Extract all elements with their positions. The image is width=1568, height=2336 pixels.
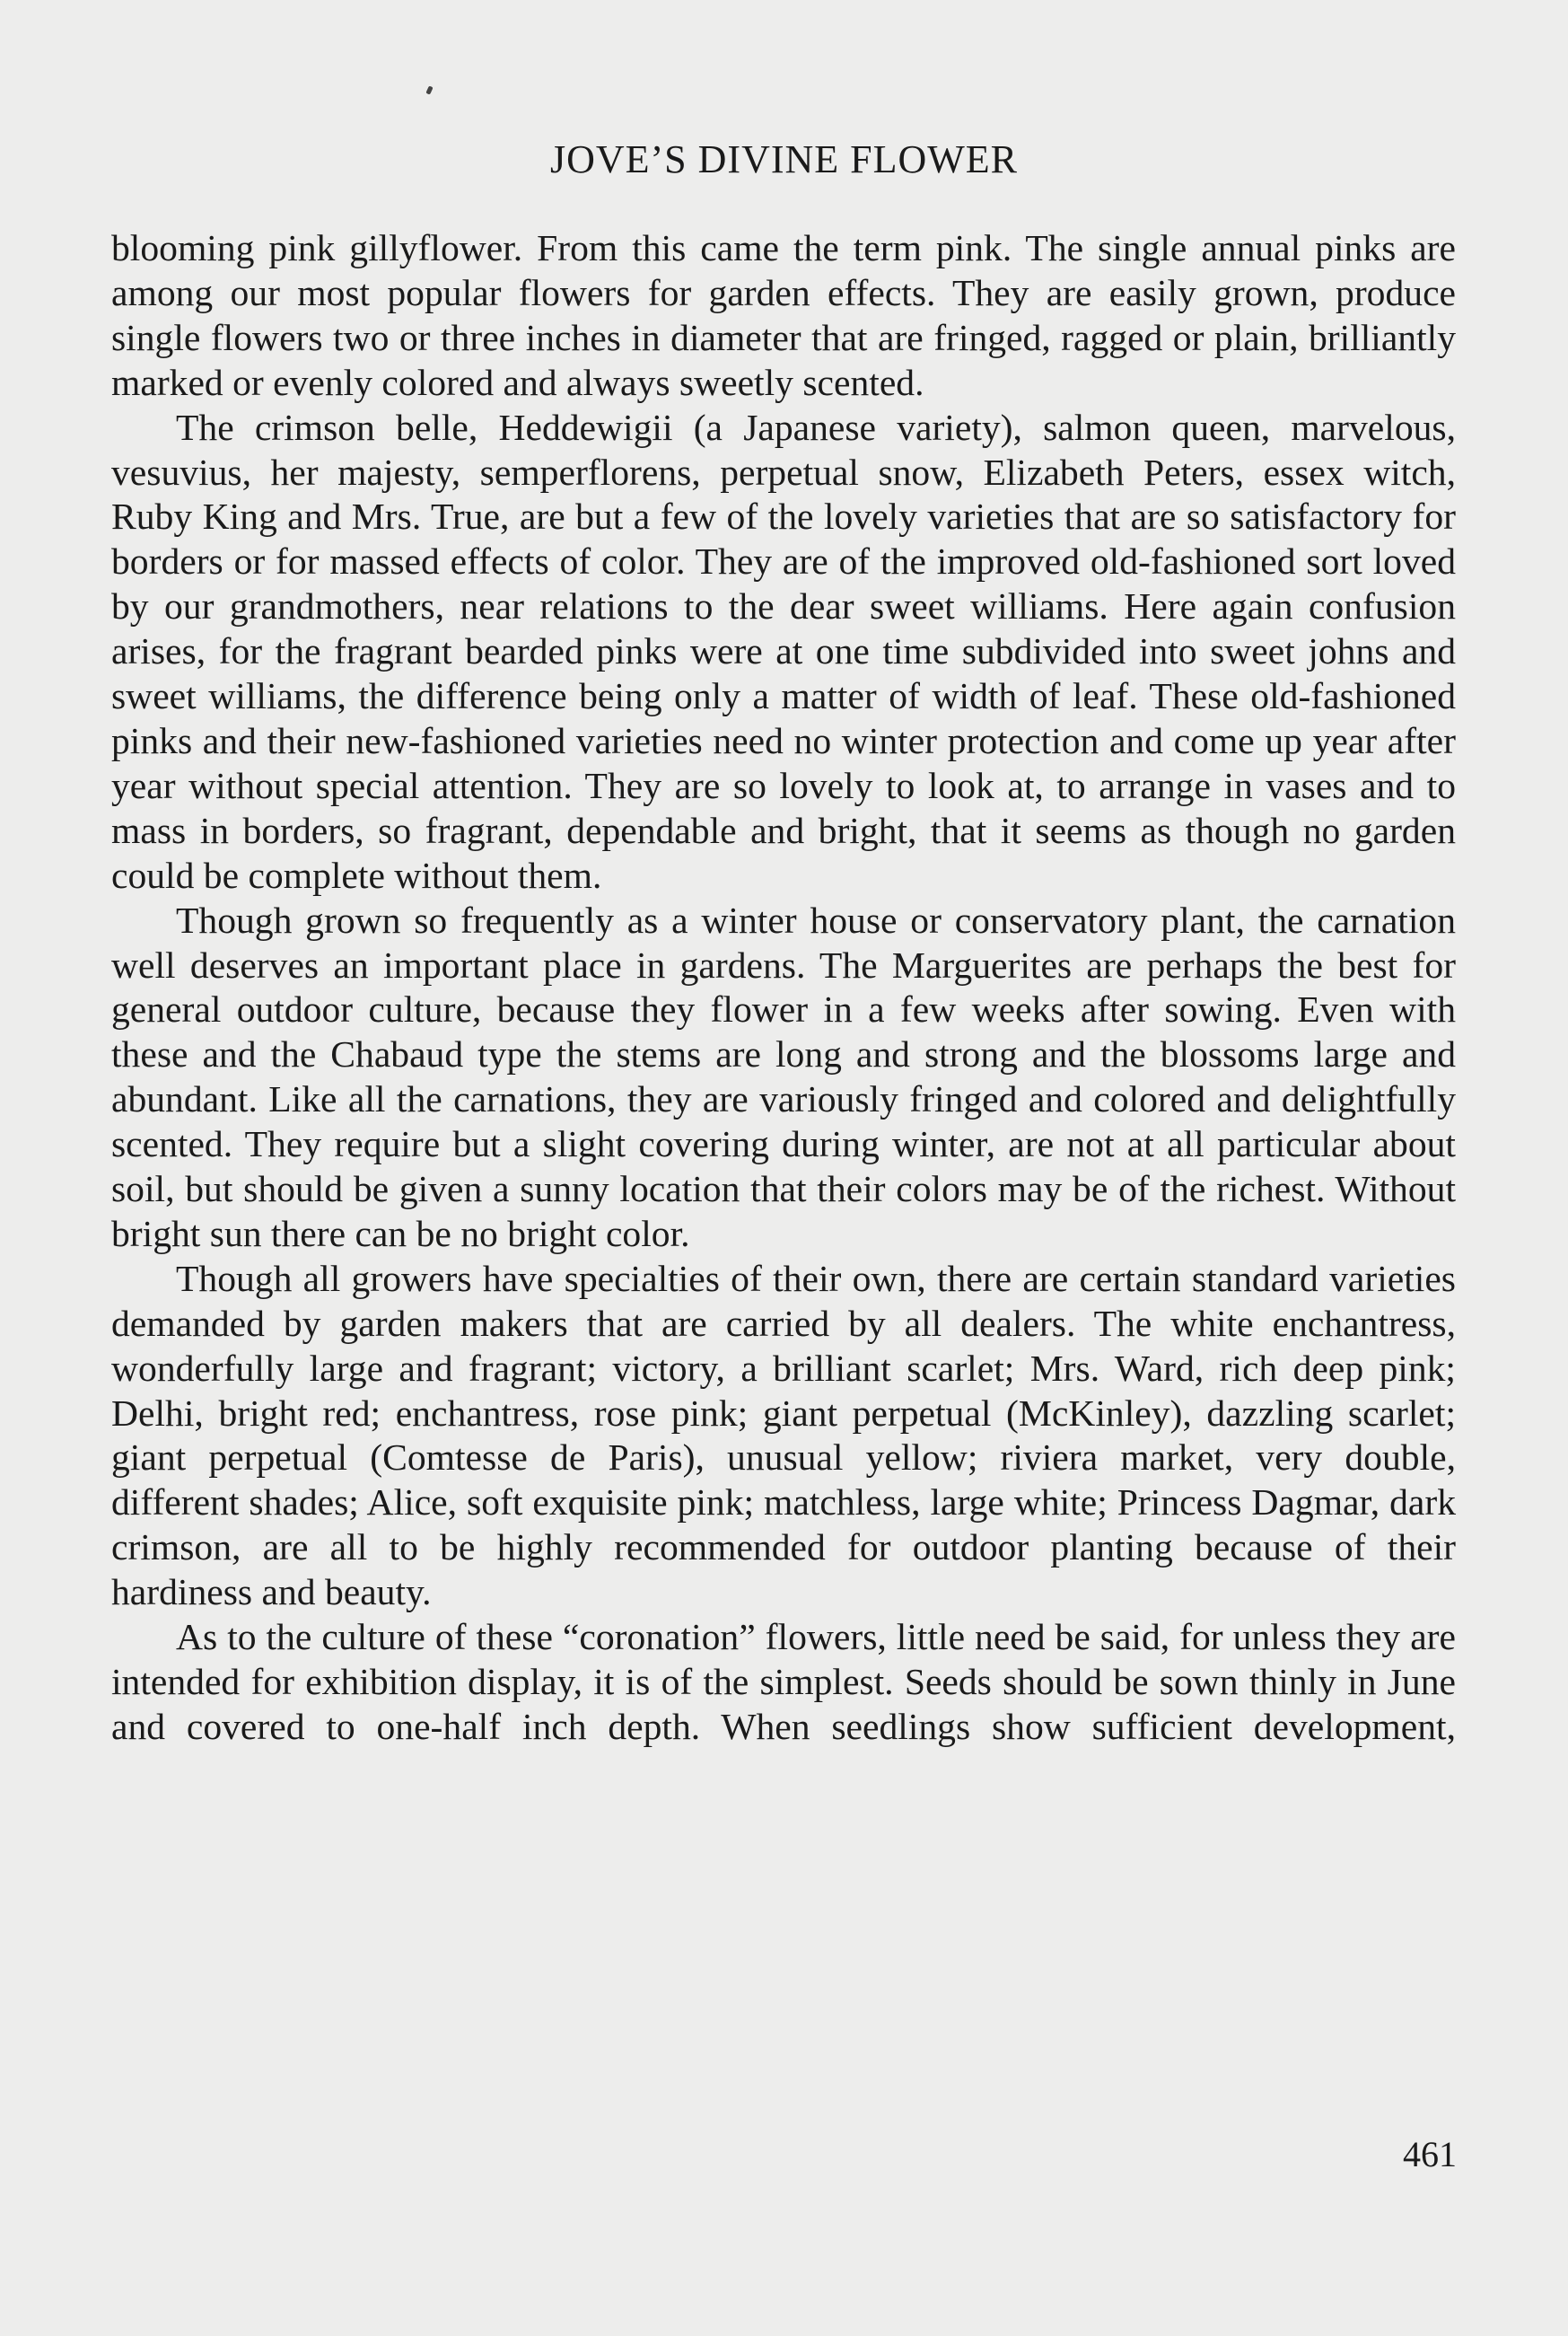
paragraph-5: As to the culture of these “coronation” flowers, little need be said, for unless they are intended for exhibition display, it is of the simplest. Seeds should be sown thinly in June and covered to one-half inch depth. When seedlings show sufficient development, [111, 1616, 1456, 1747]
page-number: 461 [1403, 2134, 1457, 2174]
running-head: JOVE’S DIVINE FLOWER [549, 137, 1019, 181]
paragraph-3: Though grown so frequently as a winter house or conservatory plant, the carnation well deserves an important place in gardens. The Marguerites are perhaps the best for general outdoor culture, because they flower in a few weeks after sowing. Even with these and the Chabaud type the stems are long and strong and the blossoms large and abundant. Like all the carnations, they are variously fringed and colored and delightfully scented. They require but a slight covering during winter, are not at all particular about soil, but should be given a sunny location that their colors may be of the richest. Without bright sun there can be no bright color. [111, 899, 1456, 1254]
paragraph-1: blooming pink gillyflower. From this came the term pink. The single annual pinks are among our most popular flowers for garden effects. They are easily grown, produce single flowers two or three inches in diameter that are fringed, ragged or plain, brilliantly marked or evenly colored and always sweetly scented. [111, 227, 1456, 403]
ink-speck [425, 85, 433, 94]
paragraph-4: Though all growers have specialties of their own, there are certain standard varieties demanded by garden makers that are carried by all dealers. The white enchantress, wonderfully large and fragrant; victory, a brilliant scarlet; Mrs. Ward, rich deep pink; Delhi, bright red; enchantress, rose pink; giant perpetual (McKinley), dazzling scarlet; giant perpetual (Comtesse de Paris), unusual yellow; riviera market, very double, different shades; Alice, soft exquisite pink; matchless, large white; Princess Dagmar, dark crimson, are all to be highly recommended for outdoor planting because of their hardiness and beauty. [111, 1257, 1456, 1613]
body-text [111, 226, 1456, 1750]
paragraph-2: The crimson belle, Heddewigii (a Japanese variety), salmon queen, marvelous, vesuvius, her majesty, semperflorens, perpetual snow, Elizabeth Peters, essex witch, Ruby King and Mrs. True, are but a few of the lovely varieties that are so satisfactory for borders or for massed effects of color. They are of the improved old-fashioned sort loved by our grandmothers, near relations to the dear sweet williams. Here again confusion arises, for the fragrant bearded pinks were at one time subdivided into sweet johns and sweet williams, the difference being only a matter of width of leaf. These old-fashioned pinks and their new-fashioned varieties need no winter protection and come up year after year without special attention. They are so lovely to look at, to arrange in vases and to mass in borders, so fragrant, dependable and bright, that it seems as though no garden could be complete without them. [111, 406, 1456, 896]
